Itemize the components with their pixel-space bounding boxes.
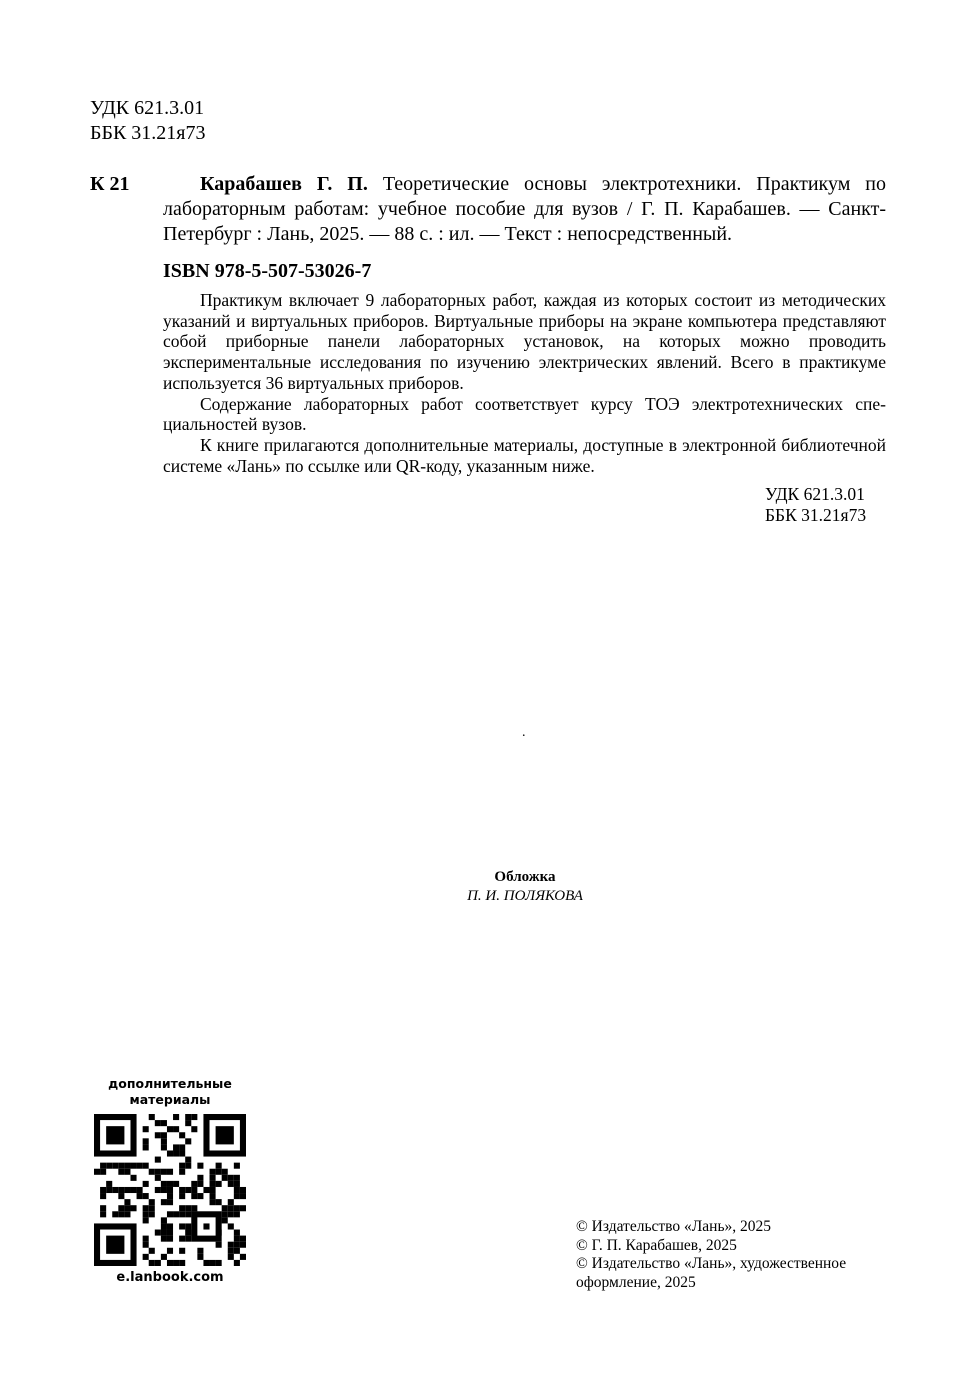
isbn: ISBN 978-5-507-53026-7	[163, 260, 372, 282]
stray-dot: .	[522, 725, 526, 740]
udk-code: УДК 621.3.01	[765, 484, 865, 504]
annotation-paragraph: Содержание лабораторных работ соответствует курсу ТОЭ электротехнических специальностей вузов.	[163, 393, 886, 435]
qr-caption-line: материалы	[129, 1092, 211, 1107]
qr-caption	[88, 1076, 252, 1108]
cover-label: Обложка	[494, 869, 556, 885]
qr-block	[88, 1076, 252, 1285]
qr-code-icon[interactable]	[94, 1114, 246, 1266]
bbk-code: ББК 31.21я73	[765, 505, 867, 525]
classification-codes-bottom	[765, 484, 866, 526]
cover-designer: П. И. ПОЛЯКОВА	[467, 888, 583, 904]
copyright-block	[576, 1218, 876, 1292]
bibliographic-text: Теоретические основы электротехники. Практикум по лабораторным работам: учебное пособие для вузов / Г. П. Карабашев. — Санкт-Петербург : Лань, 2025. — 88 с. : ил. — Текст : непосредственный.	[163, 173, 887, 245]
qr-url[interactable]: e.lanbook.com	[116, 1270, 224, 1285]
author-name: Карабашев Г. П.	[200, 173, 368, 195]
classification-codes	[90, 96, 206, 146]
author-mark: К 21	[90, 173, 130, 195]
annotation	[163, 290, 886, 476]
bbk-code: ББК 31.21я73	[90, 122, 206, 144]
cover-credit	[420, 868, 630, 906]
annotation-paragraph: Практикум включает 9 лабораторных работ, каждая из которых состоит из методических указаний и виртуальных приборов. Виртуальные приборы на экране компьютера представляют собой приборные панели лабораторных установок, на которых можно проводить экспериментальные исследования по изучению электрических явлений. Всего в практикуме используется 36 виртуальных приборов.	[163, 290, 886, 393]
bibliographic-record	[163, 172, 886, 247]
annotation-paragraph: К книге прилагаются дополнительные материалы, доступные в электронной библиотечной системе «Лань» по ссылке или QR-коду, указанным ниже.	[163, 434, 886, 476]
udk-code: УДК 621.3.01	[90, 97, 205, 119]
qr-caption-line: дополнительные	[108, 1076, 232, 1091]
copyright-line: © Г. П. Карабашев, 2025	[576, 1236, 737, 1254]
copyright-line: © Издательство «Лань», художественное оформление, 2025	[576, 1255, 847, 1291]
copyright-line: © Издательство «Лань», 2025	[576, 1218, 772, 1235]
